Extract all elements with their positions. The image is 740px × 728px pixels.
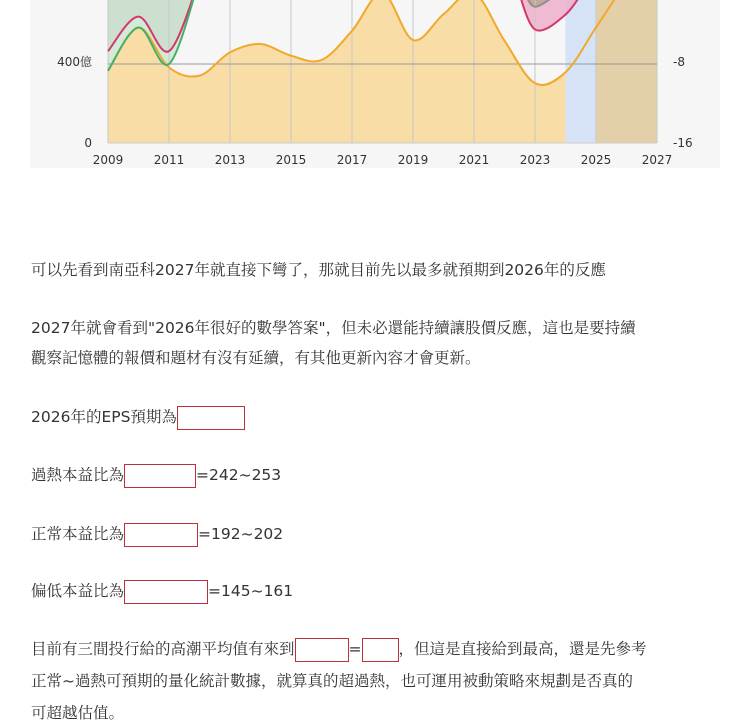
- normal-pe-label: 正常本益比為: [31, 525, 125, 543]
- x-tick-label: 2025: [580, 153, 612, 167]
- text: 目前有三間投行給的高潮平均值有來到: [31, 640, 295, 658]
- text: =: [348, 640, 362, 658]
- normal-pe-line: [31, 519, 283, 549]
- redacted-box: [124, 464, 196, 488]
- redacted-box: [124, 580, 208, 604]
- x-tick-label: 2017: [336, 153, 368, 167]
- x-tick-label: 2009: [92, 153, 124, 167]
- low-pe-value: =145~161: [208, 582, 294, 600]
- hot-pe-value: =242~253: [196, 466, 282, 484]
- paragraph-3-line-3: 可超越估值。: [31, 704, 125, 722]
- x-tick-label: 2023: [519, 153, 551, 167]
- x-tick-label: 2015: [275, 153, 307, 167]
- paragraph-2-line-2: 觀察記憶體的報價和題材有沒有延續，有其他更新內容才會更新。: [31, 349, 481, 367]
- x-tick-label: 2027: [641, 153, 673, 167]
- paragraph-1: 可以先看到南亞科2027年就直接下彎了，那就目前先以最多就預期到2026年的反應: [31, 261, 606, 279]
- eps-line: [31, 402, 245, 432]
- redacted-box: [295, 638, 349, 662]
- x-tick-label: 2021: [458, 153, 490, 167]
- hot-pe-label: 過熱本益比為: [31, 466, 125, 484]
- left-tick-label: 400億: [57, 55, 92, 69]
- paragraph-3-line-1: [31, 634, 647, 664]
- x-tick-label: 2013: [214, 153, 246, 167]
- paragraph-2-line-1: 2027年就會看到"2026年很好的數學答案"，但未必還能持續讓股價反應，這也是要持續: [31, 319, 636, 337]
- normal-pe-value: =192~202: [198, 525, 284, 543]
- right-tick-label: -8: [673, 55, 685, 69]
- forecast-region: [596, 0, 657, 143]
- x-tick-label: 2019: [397, 153, 429, 167]
- text: ，但這是直接給到最高，還是先參考: [398, 640, 647, 658]
- redacted-box: [124, 523, 198, 547]
- right-tick-label: -16: [673, 136, 693, 150]
- forecast-region: [566, 0, 597, 143]
- x-tick-label: 2011: [153, 153, 185, 167]
- redacted-box: [177, 406, 245, 430]
- left-tick-label: 0: [84, 136, 92, 150]
- low-pe-line: [31, 576, 293, 606]
- eps-label: 2026年的EPS預期為: [31, 408, 177, 426]
- paragraph-3-line-2: 正常~過熱可預期的量化統計數據，就算真的超過熱，也可運用被動策略來規劃是否真的: [31, 672, 633, 690]
- low-pe-label: 偏低本益比為: [31, 582, 125, 600]
- redacted-box: [362, 638, 399, 662]
- hot-pe-line: [31, 460, 281, 490]
- revenue-chart: [30, 0, 720, 168]
